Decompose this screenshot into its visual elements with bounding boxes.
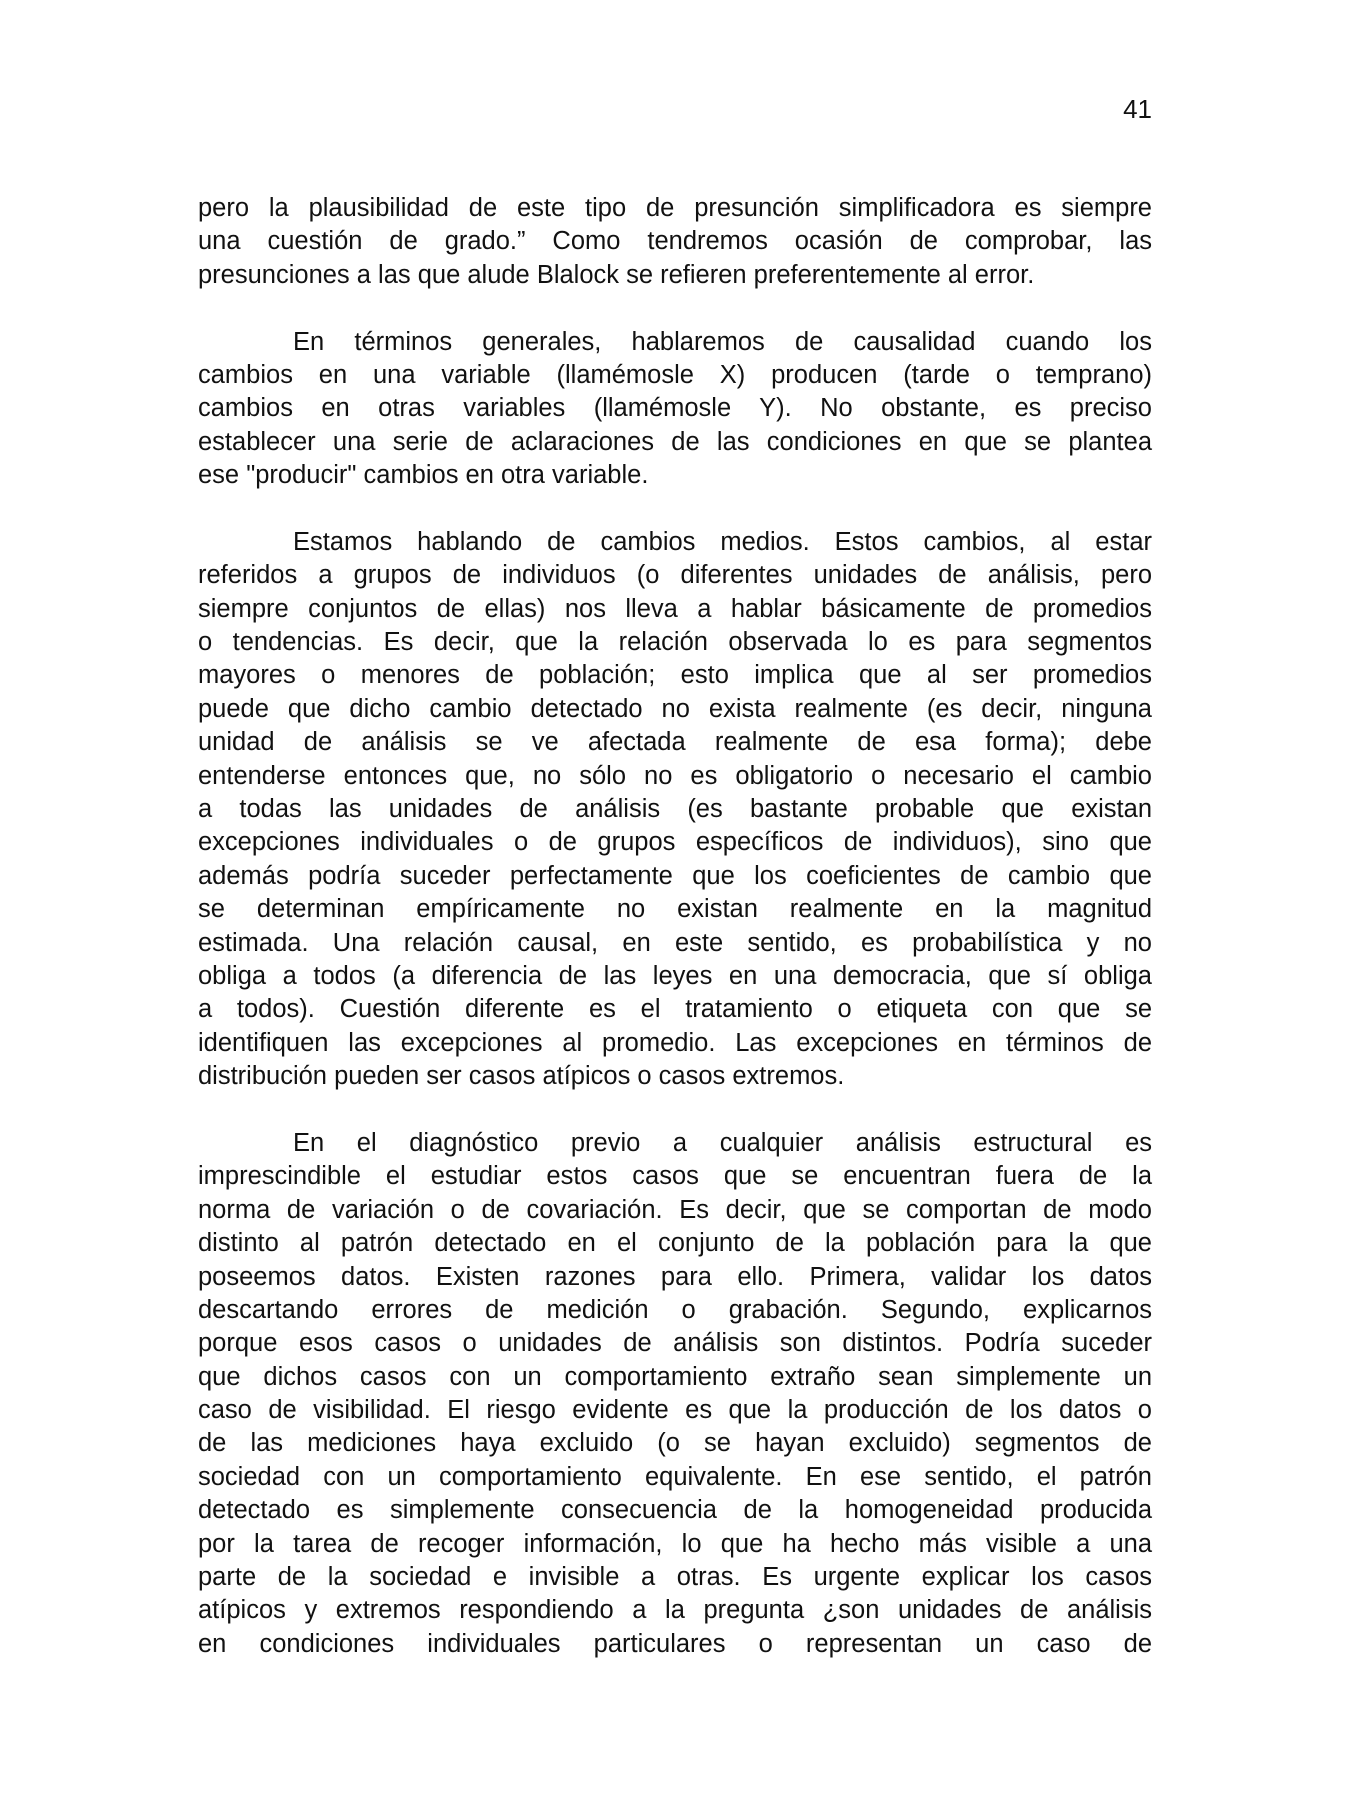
text-line: mayores o menores de población; esto implica que al ser promedios [198, 661, 1152, 690]
text-line: una cuestión de grado.” Como tendremos ocasión de comprobar, las [198, 227, 1152, 256]
text-line: siempre conjuntos de ellas) nos lleva a hablar básicamente de promedios [198, 594, 1152, 623]
text-line: cambios en una variable (llamémosle X) producen (tarde o temprano) [198, 360, 1152, 389]
text-line: de las mediciones haya excluido (o se hayan excluido) segmentos de [198, 1429, 1152, 1458]
text-line: además podría suceder perfectamente que los coeficientes de cambio que [198, 861, 1152, 890]
text-line: a todos). Cuestión diferente es el tratamiento o etiqueta con que se [198, 995, 1152, 1024]
text-line: que dichos casos con un comportamiento extraño sean simplemente un [198, 1362, 1152, 1391]
text-line: En el diagnóstico previo a cualquier análisis estructural es [293, 1128, 1152, 1157]
text-line: parte de la sociedad e invisible a otras. Es urgente explicar los casos [198, 1563, 1152, 1592]
text-line: se determinan empíricamente no existan realmente en la magnitud [198, 895, 1152, 924]
text-line: poseemos datos. Existen razones para ello. Primera, validar los datos [198, 1262, 1152, 1291]
page-number: 41 [1123, 94, 1152, 124]
text-line: puede que dicho cambio detectado no exista realmente (es decir, ninguna [198, 694, 1152, 723]
text-line: En términos generales, hablaremos de causalidad cuando los [293, 327, 1152, 356]
text-line: ese "producir" cambios en otra variable. [198, 461, 649, 490]
text-line: detectado es simplemente consecuencia de la homogeneidad producida [198, 1496, 1152, 1525]
text-line: unidad de análisis se ve afectada realmente de esa forma); debe [198, 728, 1152, 757]
text-line: o tendencias. Es decir, que la relación observada lo es para segmentos [198, 628, 1152, 657]
text-line: referidos a grupos de individuos (o diferentes unidades de análisis, pero [198, 561, 1152, 590]
text-line: presunciones a las que alude Blalock se refieren preferentemente al error. [198, 260, 1035, 289]
text-line: establecer una serie de aclaraciones de las condiciones en que se plantea [198, 427, 1152, 456]
text-line: pero la plausibilidad de este tipo de presunción simplificadora es siempre [198, 194, 1152, 222]
text-line: caso de visibilidad. El riesgo evidente es que la producción de los datos o [198, 1396, 1152, 1425]
body-text [198, 192, 1152, 1695]
text-line: entenderse entonces que, no sólo no es obligatorio o necesario el cambio [198, 761, 1152, 790]
text-line: obliga a todos (a diferencia de las leyes en una democracia, que sí obliga [198, 961, 1152, 990]
text-line: en condiciones individuales particulares o representan un caso de [198, 1629, 1152, 1658]
text-line: distinto al patrón detectado en el conjunto de la población para la que [198, 1229, 1152, 1258]
text-line: porque esos casos o unidades de análisis son distintos. Podría suceder [198, 1329, 1152, 1358]
text-line: distribución pueden ser casos atípicos o casos extremos. [198, 1062, 845, 1091]
text-line: descartando errores de medición o grabación. Segundo, explicarnos [198, 1295, 1152, 1324]
paragraph [198, 192, 1152, 292]
text-line: a todas las unidades de análisis (es bastante probable que existan [198, 795, 1152, 824]
paragraph [198, 526, 1152, 1094]
text-line: norma de variación o de covariación. Es decir, que se comportan de modo [198, 1195, 1152, 1224]
paragraph [198, 1127, 1152, 1661]
text-line: atípicos y extremos respondiendo a la pregunta ¿son unidades de análisis [198, 1596, 1152, 1625]
text-line: sociedad con un comportamiento equivalente. En ese sentido, el patrón [198, 1462, 1152, 1491]
text-line: identifiquen las excepciones al promedio. Las excepciones en términos de [198, 1028, 1152, 1057]
paragraph [198, 326, 1152, 493]
text-line: cambios en otras variables (llamémosle Y). No obstante, es preciso [198, 394, 1152, 423]
text-line: por la tarea de recoger información, lo que ha hecho más visible a una [198, 1529, 1152, 1558]
text-line: estimada. Una relación causal, en este sentido, es probabilística y no [198, 928, 1152, 957]
text-line: imprescindible el estudiar estos casos que se encuentran fuera de la [198, 1162, 1152, 1191]
text-line: Estamos hablando de cambios medios. Estos cambios, al estar [293, 527, 1152, 556]
text-line: excepciones individuales o de grupos específicos de individuos), sino que [198, 828, 1152, 857]
